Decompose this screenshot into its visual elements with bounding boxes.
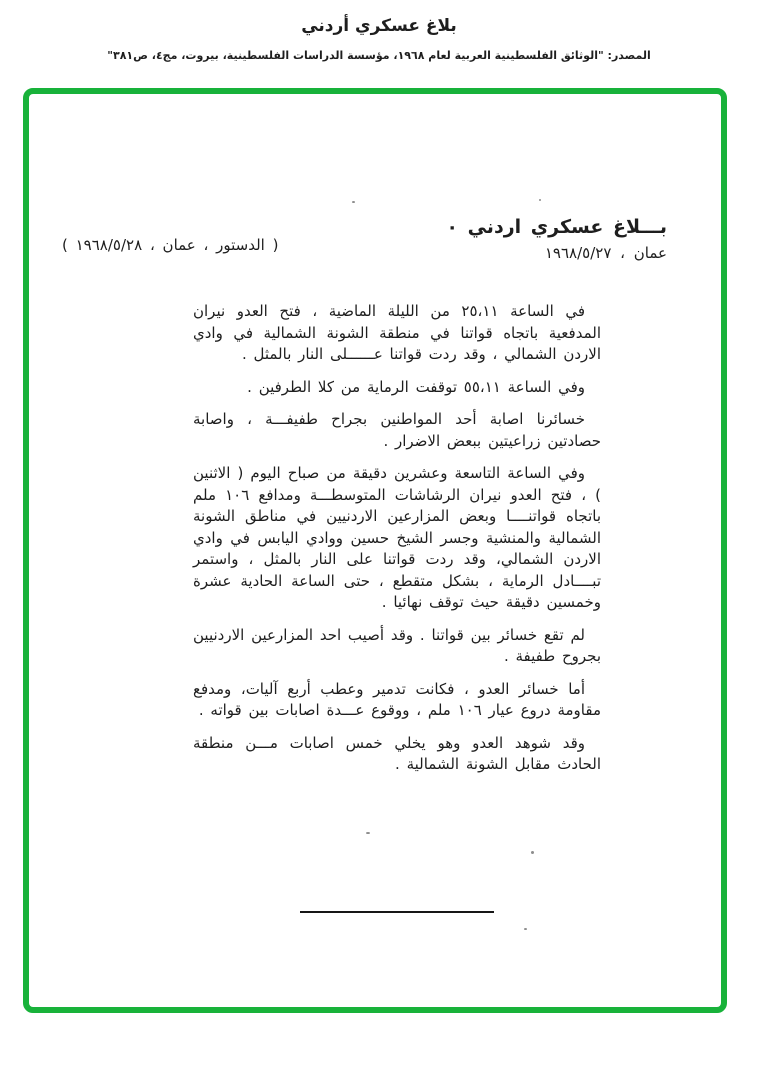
source-line: المصدر: "الوثائق الفلسطينية العربية لعام ١٩٦٨، مؤسسة الدراسات الفلسطينية، بيروت، مج٤، ص٣٨١" (107, 49, 651, 62)
document-citation: ( الدستور ، عمان ، ٢٨‏/‏٥‏/‏١٩٦٨ ) (62, 236, 279, 254)
document-body (193, 301, 601, 787)
scan-speck (539, 199, 541, 201)
signature-rule (300, 911, 494, 913)
paragraph: خسائرنا اصابة أحد المواطنين بجراح طفيفـــة ، واصابة حصادتين زراعيتين ببعض الاضرار . (193, 410, 601, 450)
paragraph: لم تقع خسائر بين قواتنا . وقد أصيب احد المزارعين الاردنيين بجروح طفيفة . (193, 625, 601, 665)
paragraph: وقد شوهد العدو وهو يخلي خمس اصابات مـــن منطقة الحادث مقابل الشونة الشمالية . (193, 733, 601, 773)
scan-speck (524, 928, 527, 930)
page-title: بلاغ عسكري أردني (301, 16, 457, 36)
paragraph: وفي الساعة ١١‏،‏٥٥ توقفت الرماية من كلا الطرفين . (247, 377, 585, 396)
document-dateline: عمان ، ٢٧‏/‏٥‏/‏١٩٦٨ (544, 244, 667, 262)
scan-speck (352, 201, 355, 203)
document-title: بـــلاغ عسكري اردني ٠ (446, 216, 667, 238)
paragraph: وفي الساعة التاسعة وعشرين دقيقة من صباح اليوم ( الاثنين ) ، فتح العدو نيران الرشاشات المتوسطـــة ومدافع ١٠٦ ملم باتجاه قواتنــــا وبعض المزارعين الاردنيين في مناطق الشونة الشمالية والمنشية وجسر الشيخ حسين ووادي اليابس في وادي الاردن الشمالي، وقد ردت قواتنا على النار بالمثل ، واستمر تبــــادل الرماية ، بشكل متقطع ، حتى الساعة الحادية عشرة وخمسين دقيقة حيث توقف نهائيا . (193, 464, 601, 611)
paragraph: في الساعة ١١‏،‏٢٥ من الليلة الماضية ، فتح العدو نيران المدفعية باتجاه قواتنا في منطقة الشونة الشمالية في وادي الاردن الشمالي ، وقد ردت قواتنا عــــــلى النار بالمثل . (193, 302, 601, 363)
paragraph: أما خسائر العدو ، فكانت تدمير وعطب أربع آليات، ومدفع مقاومة دروع عيار ١٠٦ ملم ، ووقوع عـــدة اصابات بين قواته . (193, 679, 601, 719)
scan-speck (366, 832, 370, 834)
scan-speck (531, 851, 534, 854)
